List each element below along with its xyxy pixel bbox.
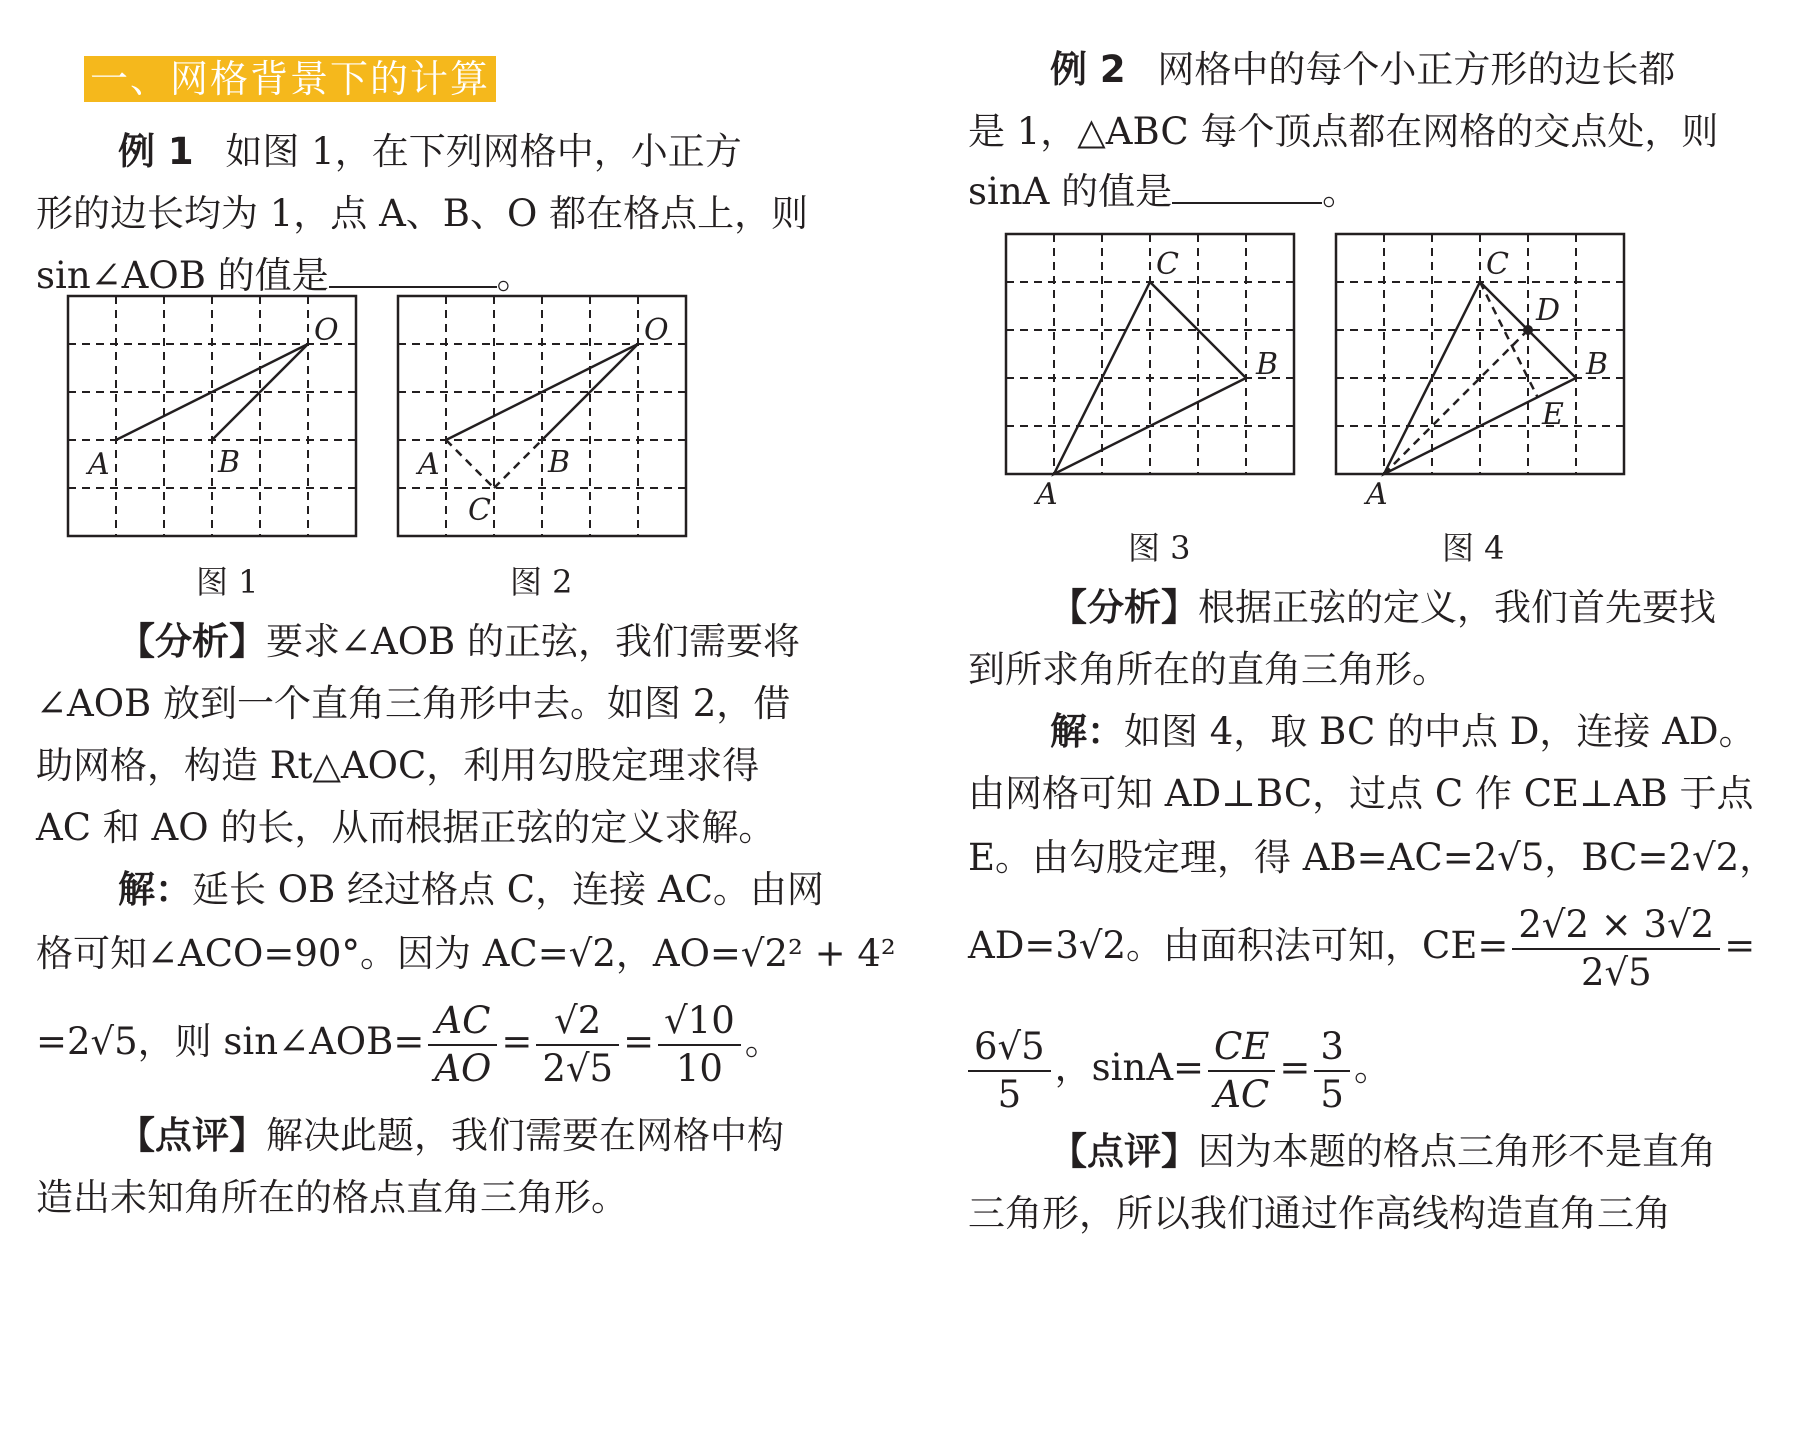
- label-B: B: [1256, 347, 1279, 382]
- answer-blank-1[interactable]: [329, 252, 497, 288]
- grid-lines: [1336, 234, 1624, 474]
- example2-solution-2: 由网格可知 AD⊥BC，过点 C 作 CE⊥AB 于点: [968, 772, 1754, 815]
- example2-solution-line1: [1050, 708, 1756, 756]
- point-D: [1523, 325, 1533, 335]
- example1-comment-2: 造出未知角所在的格点直角三角形。: [36, 1176, 628, 1219]
- fraction-numerator: 2√2 × 3√2: [1512, 902, 1720, 950]
- label-B: B: [218, 445, 241, 480]
- example1-prompt-line1: [118, 128, 742, 176]
- example1-period: 。: [496, 254, 534, 297]
- example2-prompt-line3: [968, 168, 1359, 216]
- example1-analysis-label: 【分析】: [118, 620, 266, 663]
- formula-end: =: [1724, 924, 1756, 967]
- example1-text-2: 形的边长均为 1，点 A、B、O 都在格点上，则: [36, 192, 809, 235]
- fraction-3-5: [1314, 1024, 1350, 1118]
- fraction-numerator: 3: [1314, 1024, 1350, 1072]
- example2-text-1: 网格中的每个小正方形的边长都: [1157, 48, 1676, 91]
- example1-text-3: sin∠AOB 的值是: [36, 254, 329, 297]
- label-O: O: [314, 313, 339, 348]
- fraction-CE-area: [1512, 902, 1720, 996]
- example2-period: 。: [1322, 170, 1360, 213]
- figure-4: [1336, 234, 1624, 512]
- section-title: 一、网格背景下的计算: [84, 56, 496, 102]
- fraction-denominator: 10: [675, 1046, 723, 1090]
- fraction-numerator: CE: [1208, 1024, 1275, 1072]
- fraction-numerator: 6√5: [968, 1024, 1051, 1072]
- formula-prefix: AD=3√2。由面积法可知，CE=: [968, 924, 1509, 967]
- example2-comment-1: 因为本题的格点三角形不是直角: [1198, 1130, 1716, 1173]
- label-D: D: [1536, 293, 1561, 328]
- label-O: O: [644, 313, 669, 348]
- fraction-CE-AC: [1208, 1024, 1275, 1118]
- example2-analysis-2: 到所求角所在的直角三角形。: [968, 648, 1449, 691]
- figure-4-caption: 图 4: [1442, 529, 1505, 567]
- example1-analysis-4: AC 和 AO 的长，从而根据正弦的定义求解。: [36, 806, 776, 849]
- fraction-sqrt10-10: [658, 998, 741, 1092]
- answer-blank-2[interactable]: [1172, 168, 1322, 204]
- example2-formula-2: [968, 1020, 1391, 1118]
- example2-text-2: 是 1，△ABC 每个顶点都在网格的交点处，则: [968, 110, 1719, 153]
- example2-comment-2: 三角形，所以我们通过作高线构造直角三角: [968, 1192, 1671, 1235]
- fraction-numerator: AC: [428, 998, 497, 1046]
- example1-analysis-line1: [118, 618, 800, 666]
- fraction-numerator: √10: [658, 998, 741, 1046]
- example1-analysis-3: 助网格，构造 Rt△AOC，利用勾股定理求得: [36, 744, 760, 787]
- label-C: C: [468, 493, 491, 528]
- fraction-denominator: AC: [1214, 1072, 1270, 1116]
- formula-mid: ，sinA=: [1054, 1046, 1205, 1089]
- label-A: A: [1366, 477, 1388, 512]
- example2-solution-3: E。由勾股定理，得 AB=AC=2√5，BC=2√2，: [968, 836, 1777, 879]
- grid-lines: [1006, 234, 1294, 474]
- example1-analysis-2: ∠AOB 放到一个直角三角形中去。如图 2，借: [36, 682, 791, 725]
- label-B: B: [1586, 347, 1609, 382]
- figure-3: [1006, 234, 1294, 512]
- formula-end: 。: [744, 1020, 782, 1063]
- label-B: B: [548, 445, 571, 480]
- equals-sign: =: [623, 1020, 655, 1063]
- fraction-denominator: AO: [434, 1046, 492, 1090]
- equals-sign: =: [1279, 1046, 1311, 1089]
- example2-analysis-1: 根据正弦的定义，我们首先要找: [1198, 586, 1716, 629]
- figure-3-caption: 图 3: [1128, 529, 1191, 567]
- label-C: C: [1486, 247, 1509, 282]
- example2-analysis-label: 【分析】: [1050, 586, 1198, 629]
- fraction-denominator: 5: [1320, 1072, 1344, 1116]
- example1-label: 例 1: [118, 130, 194, 173]
- label-A: A: [418, 447, 440, 482]
- formula-prefix: =2√5，则 sin∠AOB=: [36, 1020, 425, 1063]
- example1-prompt-line3: [36, 252, 534, 300]
- fraction-denominator: 5: [997, 1072, 1022, 1116]
- example1-solution-line1: [118, 866, 824, 914]
- example2-label: 例 2: [1050, 48, 1126, 91]
- example2-comment-label: 【点评】: [1050, 1130, 1198, 1173]
- example2-solution-1: 如图 4，取 BC 的中点 D，连接 AD。: [1124, 710, 1756, 753]
- fraction-denominator: 2√5: [542, 1046, 614, 1090]
- grid-lines: [398, 296, 686, 536]
- example2-formula-1: [968, 898, 1755, 996]
- label-A: A: [1036, 477, 1058, 512]
- example1-analysis-1: 要求∠AOB 的正弦，我们需要将: [266, 620, 801, 663]
- example2-text-3: sinA 的值是: [968, 170, 1173, 213]
- equals-sign: =: [501, 1020, 533, 1063]
- example1-text-1: 如图 1，在下列网格中，小正方: [225, 130, 742, 173]
- fraction-6sqrt5-5: [968, 1024, 1051, 1118]
- example2-prompt-line1: [1050, 46, 1675, 94]
- figure-2: [398, 296, 686, 536]
- fraction-denominator: 2√5: [1580, 950, 1652, 994]
- label-A: A: [88, 447, 110, 482]
- example2-analysis-line1: [1050, 584, 1716, 632]
- figure-2-caption: 图 2: [510, 563, 573, 601]
- fraction-sqrt2-2sqrt5: [536, 998, 619, 1092]
- segment-CB: [494, 440, 542, 488]
- formula-end: 。: [1353, 1046, 1391, 1089]
- example2-solution-label: 解：: [1050, 710, 1124, 753]
- example1-comment-label: 【点评】: [118, 1114, 266, 1157]
- figure-1-caption: 图 1: [196, 563, 259, 601]
- segment-AC: [446, 440, 494, 488]
- example1-solution-2: 格可知∠ACO=90°。因为 AC=√2，AO=√2² + 4²: [36, 932, 896, 975]
- label-C: C: [1156, 247, 1179, 282]
- example1-comment-line1: [118, 1112, 784, 1160]
- grid-lines: [68, 296, 356, 536]
- example2-comment-line1: [1050, 1128, 1716, 1176]
- example1-formula: [36, 994, 782, 1092]
- example1-solution-label: 解：: [118, 868, 192, 911]
- fraction-numerator: √2: [536, 998, 619, 1046]
- segment-AD: [1384, 330, 1528, 474]
- fraction-AC-AO: [428, 998, 497, 1092]
- example1-comment-1: 解决此题，我们需要在网格中构: [266, 1114, 784, 1157]
- example1-solution-1: 延长 OB 经过格点 C，连接 AC。由网: [192, 868, 824, 911]
- label-E: E: [1542, 397, 1564, 432]
- figure-1: [68, 296, 356, 536]
